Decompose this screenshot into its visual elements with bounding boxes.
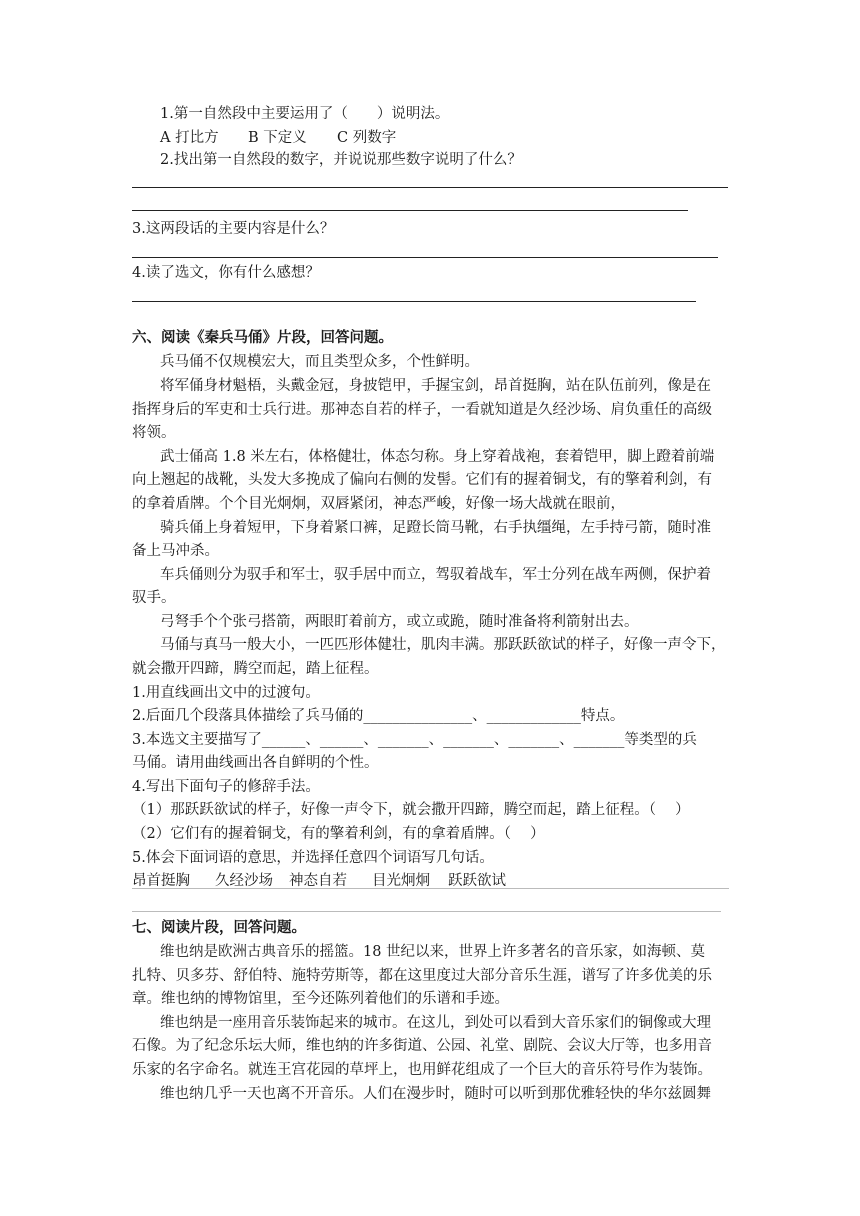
answer-line [132, 210, 688, 211]
section-6-question: 1.用直线画出文中的过渡句。 [132, 685, 320, 701]
section-6-heading: 六、阅读《秦兵马俑》片段，回答问题。 [132, 329, 393, 346]
question-4: 4.读了选文，你有什么感想？ [132, 265, 320, 281]
question-3: 3.这两段话的主要内容是什么？ [132, 221, 335, 237]
vocab-word: 昂首挺胸 [132, 873, 190, 889]
passage-line: 维也纳几乎一天也离不开音乐。人们在漫步时，随时可以听到那优雅轻快的华尔兹圆舞 [160, 1086, 711, 1102]
passage-line: 扎特、贝多芬、舒伯特、施特劳斯等，都在这里度过大部分音乐生涯，谱写了许多优美的乐 [132, 968, 712, 984]
passage-line: 驭手。 [132, 590, 176, 606]
question-1: 1.第一自然段中主要运用了（ ）说明法。 [160, 106, 450, 122]
passage-line: 武士俑高 1.8 米左右，体格健壮，体态匀称。身上穿着战袍，套着铠甲，脚上蹬着前端 [160, 449, 715, 465]
question-1-option-a: A 打比方 [160, 130, 219, 146]
passage-line: 的拿着盾牌。个个目光炯炯，双唇紧闭，神态严峻，好像一场大战就在眼前， [132, 496, 625, 512]
answer-line [132, 301, 696, 302]
passage-line: 维也纳是欧洲古典音乐的摇篮。18 世纪以来，世界上许多著名的音乐家，如海顿、莫 [160, 944, 706, 960]
vocab-word: 神态自若 [289, 873, 347, 889]
question-1-option-c: C 列数字 [337, 130, 397, 146]
section-6-question: 4.写出下面句子的修辞手法。 [132, 779, 320, 795]
passage-line: 维也纳是一座用音乐装饰起来的城市。在这儿，到处可以看到大音乐家们的铜像或大理 [160, 1015, 711, 1031]
section-6-question: （2）它们有的握着铜戈，有的擎着利剑，有的拿着盾牌。（ ） [132, 826, 545, 842]
answer-line [132, 888, 729, 889]
section-6-question: 5.体会下面词语的意思，并选择任意四个词语写几句话。 [132, 850, 494, 866]
section-6-question: 3.本选文主要描写了______、______、_______、_______、_______、_______等类型的兵 [132, 732, 697, 748]
passage-line: 就会撒开四蹄，腾空而起，踏上征程。 [132, 661, 379, 677]
passage-line: 乐家的名字命名。就连王宫花园的草坪上，也用鲜花组成了一个巨大的音乐符号作为装饰。 [132, 1062, 712, 1078]
question-1-option-b: B 下定义 [248, 130, 307, 146]
section-7-heading: 七、阅读片段，回答问题。 [132, 919, 306, 936]
passage-line: 将军俑身材魁梧，头戴金冠，身披铠甲，手握宝剑，昂首挺胸，站在队伍前列，像是在 [160, 378, 711, 394]
passage-line: 马俑与真马一般大小，一匹匹形体健壮，肌肉丰满。那跃跃欲试的样子，好像一声令下， [160, 637, 726, 653]
answer-line [132, 911, 721, 912]
answer-line [132, 257, 718, 258]
answer-line [132, 187, 728, 188]
passage-line: 兵马俑不仅规模宏大，而且类型众多，个性鲜明。 [160, 354, 479, 370]
question-2: 2.找出第一自然段的数字，并说说那些数字说明了什么？ [160, 152, 522, 168]
passage-line: 骑兵俑上身着短甲，下身着紧口裤，足蹬长筒马靴，右手执缰绳，左手持弓箭，随时准 [160, 520, 711, 536]
passage-line: 向上翘起的战靴，头发大多挽成了偏向右侧的发髻。它们有的握着铜戈，有的擎着利剑，有 [132, 472, 712, 488]
passage-line: 车兵俑则分为驭手和军士，驭手居中而立，驾驭着战车，军士分列在战车两侧，保护着 [160, 567, 711, 583]
passage-line: 弓弩手个个张弓搭箭，两眼盯着前方，或立或跪，随时准备将利箭射出去。 [160, 614, 639, 630]
vocab-word: 跃跃欲试 [448, 873, 506, 889]
section-6-question: 2.后面几个段落具体描绘了兵马俑的_______________、_____________特点。 [132, 708, 625, 724]
passage-line: 章。维也纳的博物馆里，至今还陈列着他们的乐谱和手迹。 [132, 991, 509, 1007]
passage-line: 指挥身后的军吏和士兵行进。那神态自若的样子，一看就知道是久经沙场、肩负重任的高级 [132, 402, 712, 418]
section-6-question: （1）那跃跃欲试的样子，好像一声令下，就会撒开四蹄，腾空而起，踏上征程。（ ） [132, 802, 690, 818]
passage-line: 将领。 [132, 425, 176, 441]
section-6-question: 马俑。请用曲线画出各自鲜明的个性。 [132, 755, 379, 771]
passage-line: 石像。为了纪念乐坛大师，维也纳的许多街道、公园、礼堂、剧院、会议大厅等，也多用音 [132, 1038, 712, 1054]
passage-line: 备上马冲杀。 [132, 543, 219, 559]
vocab-word: 久经沙场 [215, 873, 273, 889]
vocab-word: 目光炯炯 [372, 873, 430, 889]
